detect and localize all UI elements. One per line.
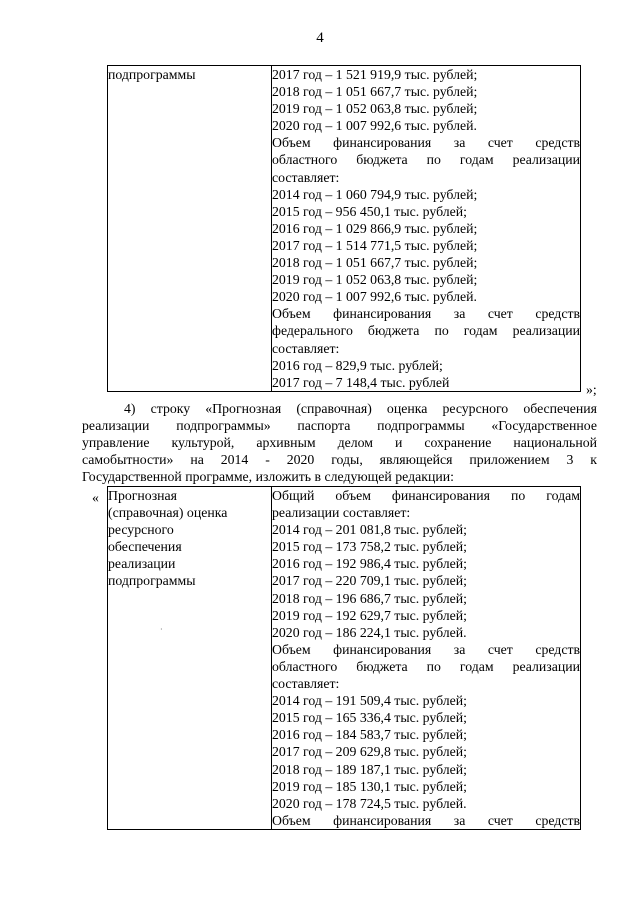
funding-line: составляет: [272,340,340,356]
funding-line: 2016 год – 1 029 866,9 тыс. рублей; [272,220,478,236]
paragraph-line: Государственной программе, изложить в следующей редакции: [82,469,454,485]
funding-line: 2015 год – 165 336,4 тыс. рублей; [272,710,467,726]
funding-line: 2019 год – 1 052 063,8 тыс. рублей; [272,101,478,117]
opening-quote: « [92,490,99,505]
funding-values-cell [272,487,581,830]
funding-line: реализации составляет: [272,505,411,521]
funding-line: федерального бюджета по годам реализации [272,323,580,339]
funding-line: 2020 год – 1 007 992,6 тыс. рублей. [272,289,477,305]
funding-line: 2015 год – 173 758,2 тыс. рублей; [272,539,467,555]
table-row [108,487,581,830]
funding-line: 2020 год – 186 224,1 тыс. рублей. [272,624,467,640]
funding-line: 2014 год – 201 081,8 тыс. рублей; [272,522,467,538]
funding-line: Объем финансирования за счет средств [272,135,580,151]
row-label-line: обеспечения [108,539,182,555]
funding-line: 2015 год – 956 450,1 тыс. рублей; [272,203,467,219]
funding-line: 2018 год – 196 686,7 тыс. рублей; [272,590,467,606]
funding-line: 2019 год – 192 629,7 тыс. рублей; [272,607,467,623]
paragraph-line: самобытности» на 2014 - 2020 годы, являющейся приложением 3 к [82,452,597,468]
funding-line: 2020 год – 178 724,5 тыс. рублей. [272,795,467,811]
table-row [108,66,581,392]
row-label-line: реализации [108,556,176,572]
funding-table-continued [107,65,581,392]
funding-line: Общий объем финансирования по годам [272,488,580,503]
row-label: подпрограммы [108,67,196,82]
row-label-cell [108,487,272,830]
paragraph-line: управление культурой, архивным делом и сохранение национальной [82,435,597,451]
row-label-line: подпрограммы [108,573,196,589]
funding-line: 2014 год – 1 060 794,9 тыс. рублей; [272,186,478,202]
funding-line: Объем финансирования за счет средств [272,812,580,828]
row-label-line: ресурсного [108,522,174,538]
funding-values-cell [272,66,581,392]
stray-mark: · [160,625,163,634]
closing-quote: »; [586,382,597,397]
row-label-line: Прогнозная [108,488,178,503]
funding-line: 2016 год – 184 583,7 тыс. рублей; [272,727,467,743]
funding-line: 2017 год – 7 148,4 тыс. рублей [272,374,450,390]
row-label-cell [108,66,272,392]
funding-line: 2018 год – 189 187,1 тыс. рублей; [272,761,467,777]
funding-line: 2020 год – 1 007 992,6 тыс. рублей. [272,118,477,134]
page-number: 4 [316,30,324,46]
funding-line: составляет: [272,169,340,185]
amendment-paragraph [82,400,597,485]
funding-line: 2016 год – 829,9 тыс. рублей; [272,357,443,373]
funding-table-new [107,486,581,830]
funding-line: 2019 год – 185 130,1 тыс. рублей; [272,778,467,794]
funding-line: 2016 год – 192 986,4 тыс. рублей; [272,556,467,572]
funding-line: 2018 год – 1 051 667,7 тыс. рублей; [272,84,478,100]
paragraph-line: 4) строку «Прогнозная (справочная) оценка ресурсного обеспечения [124,401,597,416]
paragraph-line: реализации подпрограммы» паспорта подпрограммы «Государственное [82,418,597,434]
funding-line: областного бюджета по годам реализации [272,152,580,168]
funding-line: 2014 год – 191 509,4 тыс. рублей; [272,693,467,709]
funding-line: 2017 год – 1 514 771,5 тыс. рублей; [272,237,478,253]
funding-line: Объем финансирования за счет средств [272,306,580,322]
funding-line: Объем финансирования за счет средств [272,641,580,657]
funding-line: 2017 год – 220 709,1 тыс. рублей; [272,573,467,589]
funding-line: 2019 год – 1 052 063,8 тыс. рублей; [272,272,478,288]
row-label-line: (справочная) оценка [108,505,228,521]
funding-line: областного бюджета по годам реализации [272,658,580,674]
funding-line: 2018 год – 1 051 667,7 тыс. рублей; [272,255,478,271]
funding-line: 2017 год – 209 629,8 тыс. рублей; [272,744,467,760]
funding-line: составляет: [272,676,340,692]
funding-line: 2017 год – 1 521 919,9 тыс. рублей; [272,67,478,82]
